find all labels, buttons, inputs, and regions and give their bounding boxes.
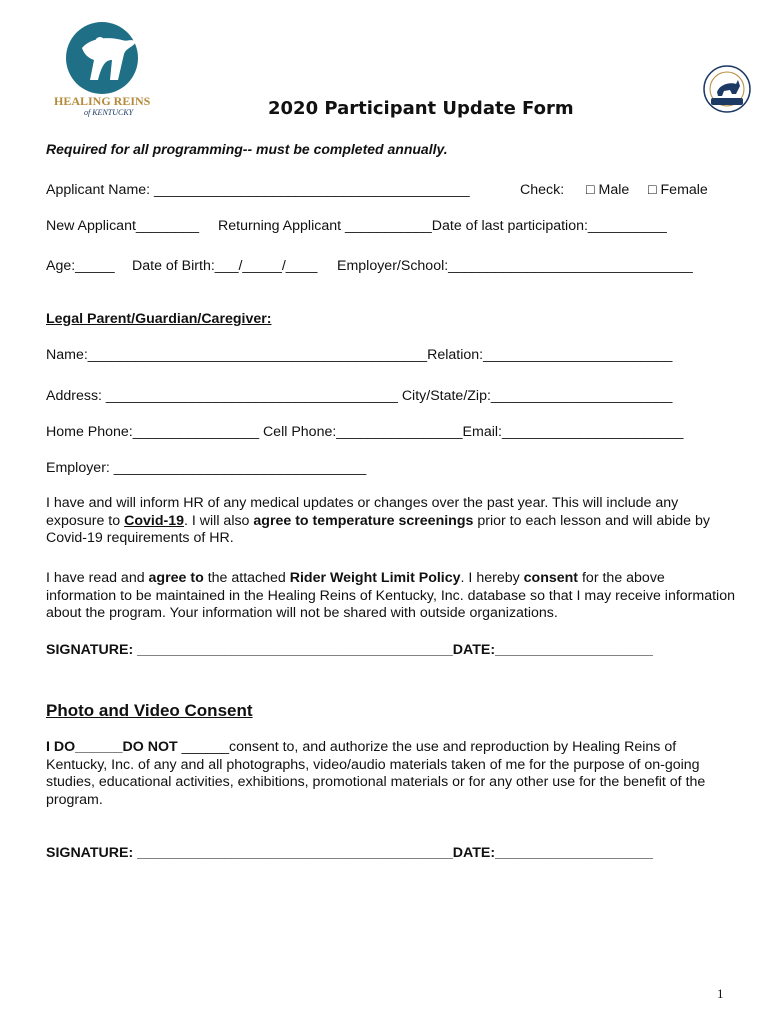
guardian-name-relation-field[interactable]: Name:___________________________________________Relation:________________________ [46,347,673,363]
new-applicant-field[interactable]: New Applicant________ [46,218,200,234]
applicant-name-field[interactable]: Applicant Name: ________________________________________ [46,182,470,198]
check-label: Check: [520,182,565,198]
page-number: 1 [717,986,724,1001]
consent-paragraph: I have read and agree to the attached Rider Weight Limit Policy. I hereby consent for the above information to be maintained in the Healing Reins of Kentucky, Inc. database so that I may receive information about the program. Your information will not be shared with outside organizations. [46,570,735,621]
employer-school-field[interactable]: Employer/School:_______________________________ [337,258,693,274]
seal-icon [702,64,752,114]
guardian-phones-field[interactable]: Home Phone:________________ Cell Phone:________________Email:_______________________ [46,424,684,440]
date-of-birth-field[interactable]: Date of Birth:___/_____/____ [132,258,318,274]
female-checkbox[interactable]: □ Female [648,182,708,198]
do-do-not-choice[interactable]: I DO______DO NOT [46,739,178,755]
covid-label: Covid-19 [124,512,185,529]
guardian-heading: Legal Parent/Guardian/Caregiver: [46,311,272,327]
logo-text-main: HEALING REINS [54,94,151,108]
logo-text-sub: of KENTUCKY [84,108,134,117]
returning-applicant-field[interactable]: Returning Applicant ___________Date of last participation:__________ [218,218,667,234]
signature-date-field-1[interactable]: SIGNATURE: ________________________________________DATE:____________________ [46,642,653,658]
male-checkbox[interactable]: □ Male [586,182,630,198]
medical-updates-paragraph: I have and will inform HR of any medical updates or changes over the past year. This will include any exposure to Covid-19. I will also agree to temperature screenings prior to each lesson and will abide by Covid-19 requirements of HR. [46,495,711,546]
accreditation-seal [702,64,752,114]
photo-consent-paragraph[interactable]: I DO______DO NOT ______consent to, and authorize the use and reproduction by Healing Reins of Kentucky, Inc. of any and all photographs, video/audio materials taken of me for the purpose of on-going studies, educational activities, exhibitions, promotional materials or for any other use for the benefit of the program. [46,739,706,808]
page-title: 2020 Participant Update Form [268,98,574,119]
guardian-address-field[interactable]: Address: _____________________________________ City/State/Zip:_______________________ [46,388,673,404]
guardian-employer-field[interactable]: Employer: ________________________________ [46,460,367,476]
form-subtitle: Required for all programming-- must be completed annually. [46,141,448,157]
healing-reins-logo [52,20,156,120]
signature-date-field-2[interactable]: SIGNATURE: ________________________________________DATE:____________________ [46,845,653,861]
horse-rider-logo-icon [52,20,156,98]
photo-consent-heading: Photo and Video Consent [46,701,253,720]
age-field[interactable]: Age:_____ [46,258,115,274]
